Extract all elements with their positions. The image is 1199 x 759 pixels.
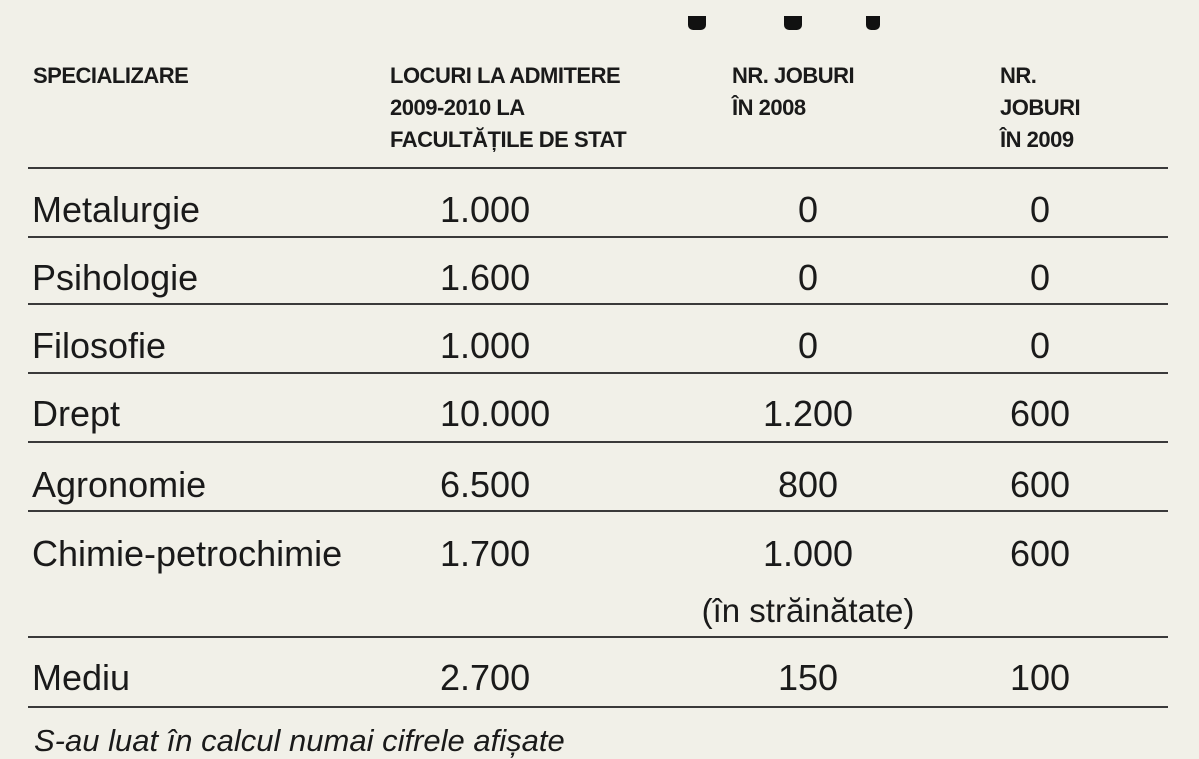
cell-specializare: Psihologie [32, 257, 199, 298]
divider [28, 636, 1168, 638]
cell-specializare: Chimie-petrochimie [32, 533, 343, 574]
header-specializare: SPECIALIZARE [33, 63, 189, 88]
cell-jobs-2008: 1.000 [762, 533, 854, 574]
cell-jobs-2009: 600 [1009, 464, 1071, 505]
cell-locuri: 1.000 [440, 325, 531, 366]
divider [28, 510, 1168, 512]
cell-jobs-2009: 600 [1009, 533, 1071, 574]
header-joburi-2009: NR. JOBURI ÎN 2009 [1000, 63, 1081, 152]
cell-locuri: 1.600 [440, 257, 531, 298]
divider [28, 303, 1168, 305]
cell-jobs-2008: 0 [797, 189, 819, 230]
cell-specializare: Metalurgie [32, 189, 201, 230]
cell-jobs-2008: 1.200 [762, 393, 854, 434]
header-locuri: LOCURI LA ADMITERE 2009-2010 LA FACULTĂȚILE DE STAT [390, 63, 627, 152]
divider [28, 236, 1168, 238]
footnote: S-au luat în calcul numai cifrele afișate [34, 723, 565, 758]
cell-specializare: Drept [32, 393, 121, 434]
cell-locuri: 6.500 [440, 464, 531, 505]
cell-specializare: Agronomie [32, 464, 207, 505]
cell-jobs-2008: 0 [797, 257, 819, 298]
cell-jobs-2008: 150 [777, 657, 839, 698]
header-joburi-2008: NR. JOBURI ÎN 2008 [732, 63, 855, 120]
cell-jobs-2009: 100 [1009, 657, 1071, 698]
cell-locuri: 2.700 [440, 657, 531, 698]
cell-jobs-2008: 0 [797, 325, 819, 366]
cell-specializare: Filosofie [32, 325, 167, 366]
cell-jobs-2008: 800 [777, 464, 839, 505]
cell-jobs-2009: 0 [1029, 257, 1051, 298]
divider [28, 441, 1168, 443]
cell-locuri: 1.000 [440, 189, 531, 230]
divider [28, 167, 1168, 169]
title-glyph [688, 16, 706, 30]
title-glyph [866, 16, 880, 30]
cell-jobs-2009: 600 [1009, 393, 1071, 434]
cell-locuri: 10.000 [440, 393, 551, 434]
cell-locuri: 1.700 [440, 533, 531, 574]
cell-jobs-2009: 0 [1029, 189, 1051, 230]
divider [28, 706, 1168, 708]
cell-jobs-2009: 0 [1029, 325, 1051, 366]
cell-jobs-2008-note: (în străinătate) [701, 592, 915, 629]
divider [28, 372, 1168, 374]
title-glyph [784, 16, 802, 30]
cell-specializare: Mediu [32, 657, 131, 698]
cropped-title [0, 0, 1199, 30]
